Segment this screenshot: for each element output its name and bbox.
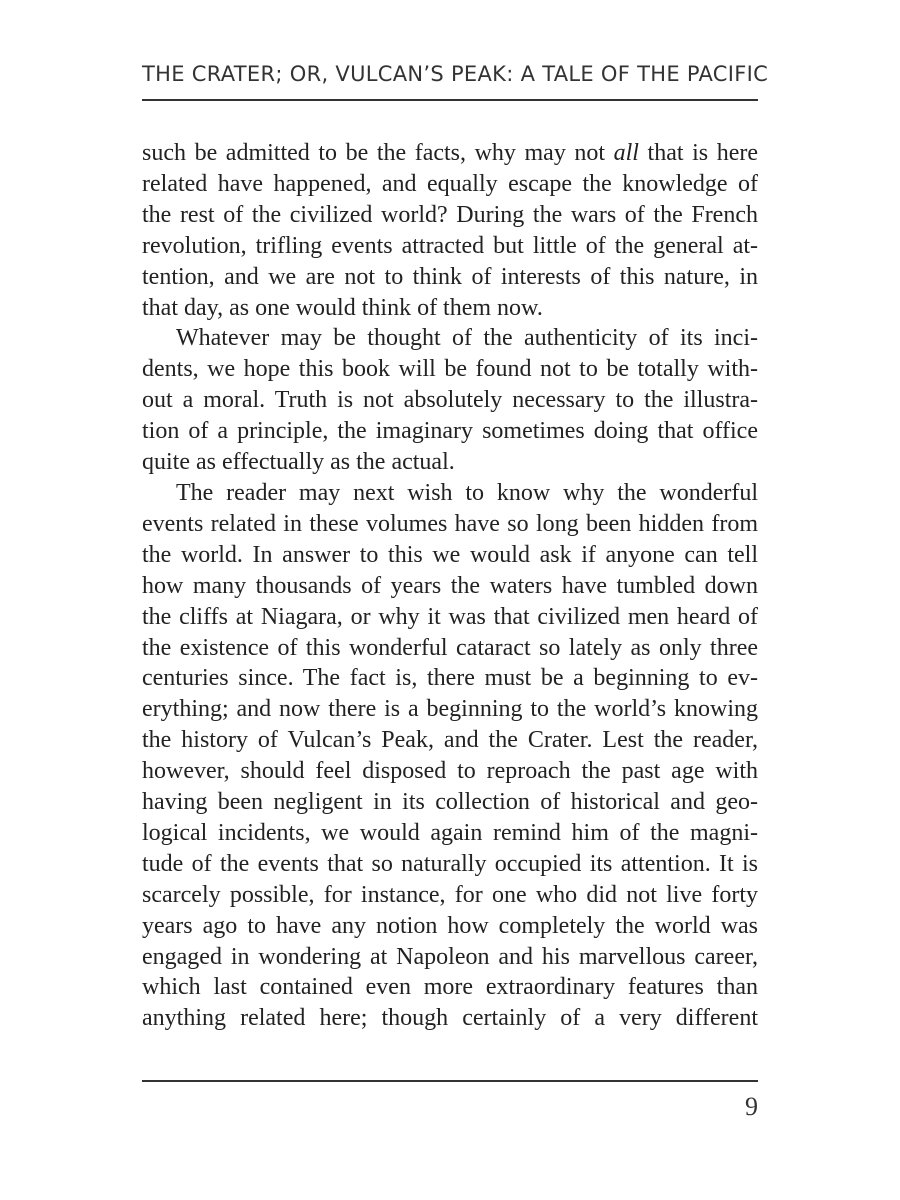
text-line <box>142 633 758 664</box>
text-segment: dents, we hope this book will be found not to be totally with- <box>142 356 758 383</box>
text-segment: logical incidents, we would again remind him of the magni- <box>142 819 758 846</box>
running-head: THE CRATER; OR, VULCAN’S PEAK: A TALE OF THE PACIFIC <box>142 62 769 86</box>
text-segment: engaged in wondering at Napoleon and his marvellous career, <box>142 943 758 970</box>
text-segment: having been negligent in its collection of historical and geo- <box>142 789 758 816</box>
text-segment: that day, as one would think of them now. <box>142 294 543 321</box>
text-line <box>142 138 758 169</box>
text-line <box>142 478 758 509</box>
text-line <box>142 694 758 725</box>
text-segment: tude of the events that so naturally occupied its attention. It is <box>142 850 758 877</box>
text-segment: the world. In answer to this we would ask if anyone can tell <box>142 541 758 568</box>
text-segment: the existence of this wonderful cataract so lately as only three <box>142 634 758 661</box>
text-line <box>142 262 758 293</box>
text-line <box>142 663 758 694</box>
text-segment: tention, and we are not to think of interests of this nature, in <box>142 263 758 290</box>
text-line <box>142 231 758 262</box>
text-line <box>142 911 758 942</box>
text-segment: tion of a principle, the imaginary sometimes doing that office <box>142 418 758 445</box>
text-segment: quite as effectually as the actual. <box>142 449 455 476</box>
text-segment: years ago to have any notion how completely the world was <box>142 912 758 939</box>
text-line <box>142 354 758 385</box>
text-line <box>142 972 758 1003</box>
text-segment: Whatever may be thought of the authenticity of its inci- <box>176 325 758 352</box>
text-segment: such be admitted to be the facts, why may not <box>142 140 614 166</box>
text-segment: erything; and now there is a beginning to the world’s knowing <box>142 696 758 723</box>
body-text <box>142 138 758 1034</box>
text-line <box>142 880 758 911</box>
text-line <box>142 756 758 787</box>
text-segment: anything related here; though certainly of a very different <box>142 1005 758 1032</box>
text-segment: the rest of the civilized world? During the wars of the French <box>142 201 758 228</box>
paragraph <box>142 138 758 323</box>
page-number: 9 <box>745 1092 758 1121</box>
text-line <box>142 385 758 416</box>
text-segment: scarcely possible, for instance, for one who did not live forty <box>142 881 758 908</box>
text-line <box>142 571 758 602</box>
text-segment: how many thousands of years the waters have tumbled down <box>142 572 758 599</box>
text-line <box>142 416 758 447</box>
text-segment: related have happened, and equally escape the knowledge of <box>142 170 758 197</box>
text-line <box>142 818 758 849</box>
text-segment: out a moral. Truth is not absolutely necessary to the illustra- <box>142 387 758 414</box>
text-line <box>142 849 758 880</box>
text-line <box>142 787 758 818</box>
text-segment: however, should feel disposed to reproach the past age with <box>142 758 758 785</box>
text-segment: centuries since. The fact is, there must be a beginning to ev- <box>142 665 758 692</box>
text-line <box>142 200 758 231</box>
paragraph <box>142 323 758 478</box>
text-segment: that is here <box>638 140 759 166</box>
text-segment: The reader may next wish to know why the wonderful <box>176 479 758 506</box>
text-line <box>142 447 758 478</box>
text-line <box>142 293 758 324</box>
footer-rule <box>142 1080 758 1082</box>
text-line <box>142 540 758 571</box>
text-line <box>142 602 758 633</box>
text-segment: revolution, trifling events attracted but little of the general at- <box>142 232 758 259</box>
text-line <box>142 942 758 973</box>
text-line <box>142 323 758 354</box>
text-line <box>142 509 758 540</box>
emphasis-text: all <box>613 140 639 166</box>
text-segment: which last contained even more extraordinary features than <box>142 974 758 1001</box>
text-segment: the history of Vulcan’s Peak, and the Crater. Lest the reader, <box>142 727 758 754</box>
text-segment: the cliffs at Niagara, or why it was that civilized men heard of <box>142 603 758 630</box>
text-line <box>142 725 758 756</box>
text-line <box>142 1003 758 1034</box>
paragraph <box>142 478 758 1034</box>
text-segment: events related in these volumes have so long been hidden from <box>142 510 758 537</box>
header-rule <box>142 99 758 101</box>
text-line <box>142 169 758 200</box>
